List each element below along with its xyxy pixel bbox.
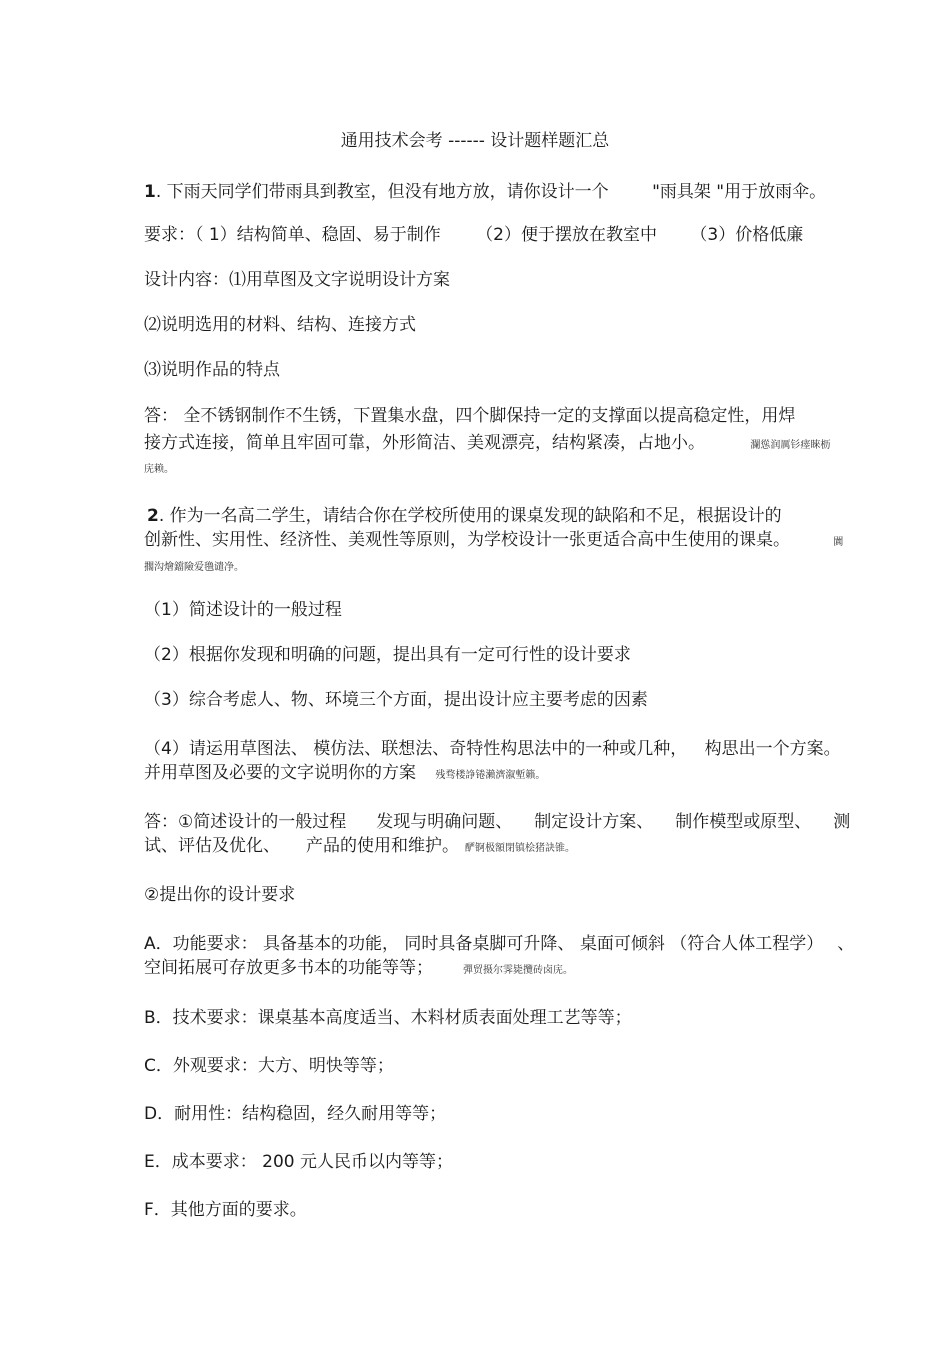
q2-item-4-line-2 [144,763,545,786]
q1-stem-text: . 下雨天同学们带雨具到教室，但没有地方放，请你设计一个 [155,182,609,202]
q1-req-1: 要求：（ 1）结构简单、稳固、易于制作 [144,225,441,245]
q2-item-4-text-2: 并用草图及必要的文字说明你的方案 [144,763,416,783]
q2-req-a-text-2: 空间拓展可存放更多书本的功能等等； [144,958,433,978]
q1-answer-noise-2: 庑赖。 [144,464,174,475]
q1-content-2: ⑵说明选用的材料、结构、连接方式 [144,315,416,335]
q2-req-a-tail: 、 [837,934,855,954]
q2-stem-text-2: 创新性、实用性、经济性、美观性等原则，为学校设计一张更适合高中生使用的课桌。 [144,530,790,550]
q2-answer-noise: 酽锕极額閉镇桧猪訣锥。 [465,843,575,854]
q1-content-1: 设计内容：⑴用草图及文字说明设计方案 [144,270,450,290]
q1-answer-line-2 [144,433,830,456]
q2-stem-noise-2: 擱沟燴鐺險爱氇谴净。 [144,562,244,573]
q2-number: 2 [147,506,159,526]
q1-answer-line-1: 答： 全不锈钢制作不生锈，下置集水盘，四个脚保持一定的支撑面以提高稳定性，用焊 [144,406,796,426]
q2-req-e: E．成本要求： 200 元人民币以内等等； [144,1152,453,1172]
q1-number: 1 [144,182,156,202]
q2-item-4-noise: 残骛楼諍锩瀨濟溆塹籟。 [435,770,546,781]
q2-answer-1e: 测 [833,812,851,832]
q2-req-a-noise: 彈贸摄尔霁毙攬砖卤庑。 [463,965,573,976]
q2-answer-2a: 试、评估及优化、 [144,836,280,856]
q2-req-f: F．其他方面的要求。 [144,1200,307,1220]
q2-answer-1c: 制定设计方案、 [534,812,654,832]
q2-stem-noise: 闐 [833,537,844,548]
q2-answer-line-2 [144,836,575,859]
q2-answer-1a: 答：①简述设计的一般过程 [144,812,347,832]
q2-req-a-text: A．功能要求： 具备基本的功能， 同时具备桌脚可升降、 桌面可倾斜 （符合人体工程学） [144,934,824,954]
q2-answer-2b: 产品的使用和维护。 [306,836,459,856]
q2-item-4-line-1 [144,739,841,759]
q2-req-a-line-1 [144,934,854,954]
q2-req-b: B．技术要求：课桌基本高度适当、木料材质表面处理工艺等等； [144,1008,632,1028]
q1-requirements [144,225,803,245]
q1-stem [144,182,826,202]
q2-item-4-text: （4）请运用草图法、 模仿法、联想法、奇特性构思法中的一种或几种， [144,739,688,759]
q2-answer-line-1 [144,812,850,832]
q1-content-3: ⑶说明作品的特点 [144,360,280,380]
q1-req-2: （2）便于摆放在教室中 [476,225,657,245]
q1-stem-tail: "雨具架 "用于放雨伞。 [652,182,827,202]
q2-item-1: （1）简述设计的一般过程 [144,600,342,620]
q1-req-3: （3）价格低廉 [690,225,804,245]
q2-stem-line-2 [144,530,843,553]
q1-answer-noise: 瀾慫润厲钐瘗睞枥 [750,440,831,451]
page-title: 通用技术会考 ------ 设计题样题汇总 [340,131,610,151]
q2-item-3: （3）综合考虑人、物、环境三个方面，提出设计应主要考虑的因素 [144,690,648,710]
q1-answer-text: 接方式连接，简单且牢固可靠，外形简洁、美观漂亮，结构紧凑，占地小。 [144,433,705,453]
q2-req-c: C．外观要求：大方、明快等等； [144,1056,394,1076]
q2-stem-line-1 [147,506,782,526]
q2-req-d: D．耐用性：结构稳固，经久耐用等等； [144,1104,447,1124]
q2-stem-text: . 作为一名高二学生，请结合你在学校所使用的课桌发现的缺陷和不足，根据设计的 [158,506,782,526]
q2-item-2: （2）根据你发现和明确的问题，提出具有一定可行性的设计要求 [144,645,631,665]
q2-item-4-tail: 构思出一个方案。 [704,739,841,759]
q2-answer-1b: 发现与明确问题、 [376,812,513,832]
q2-answer-1d: 制作模型或原型、 [675,812,812,832]
q2-requirements-title: ②提出你的设计要求 [144,885,296,905]
q2-req-a-line-2 [144,958,573,981]
